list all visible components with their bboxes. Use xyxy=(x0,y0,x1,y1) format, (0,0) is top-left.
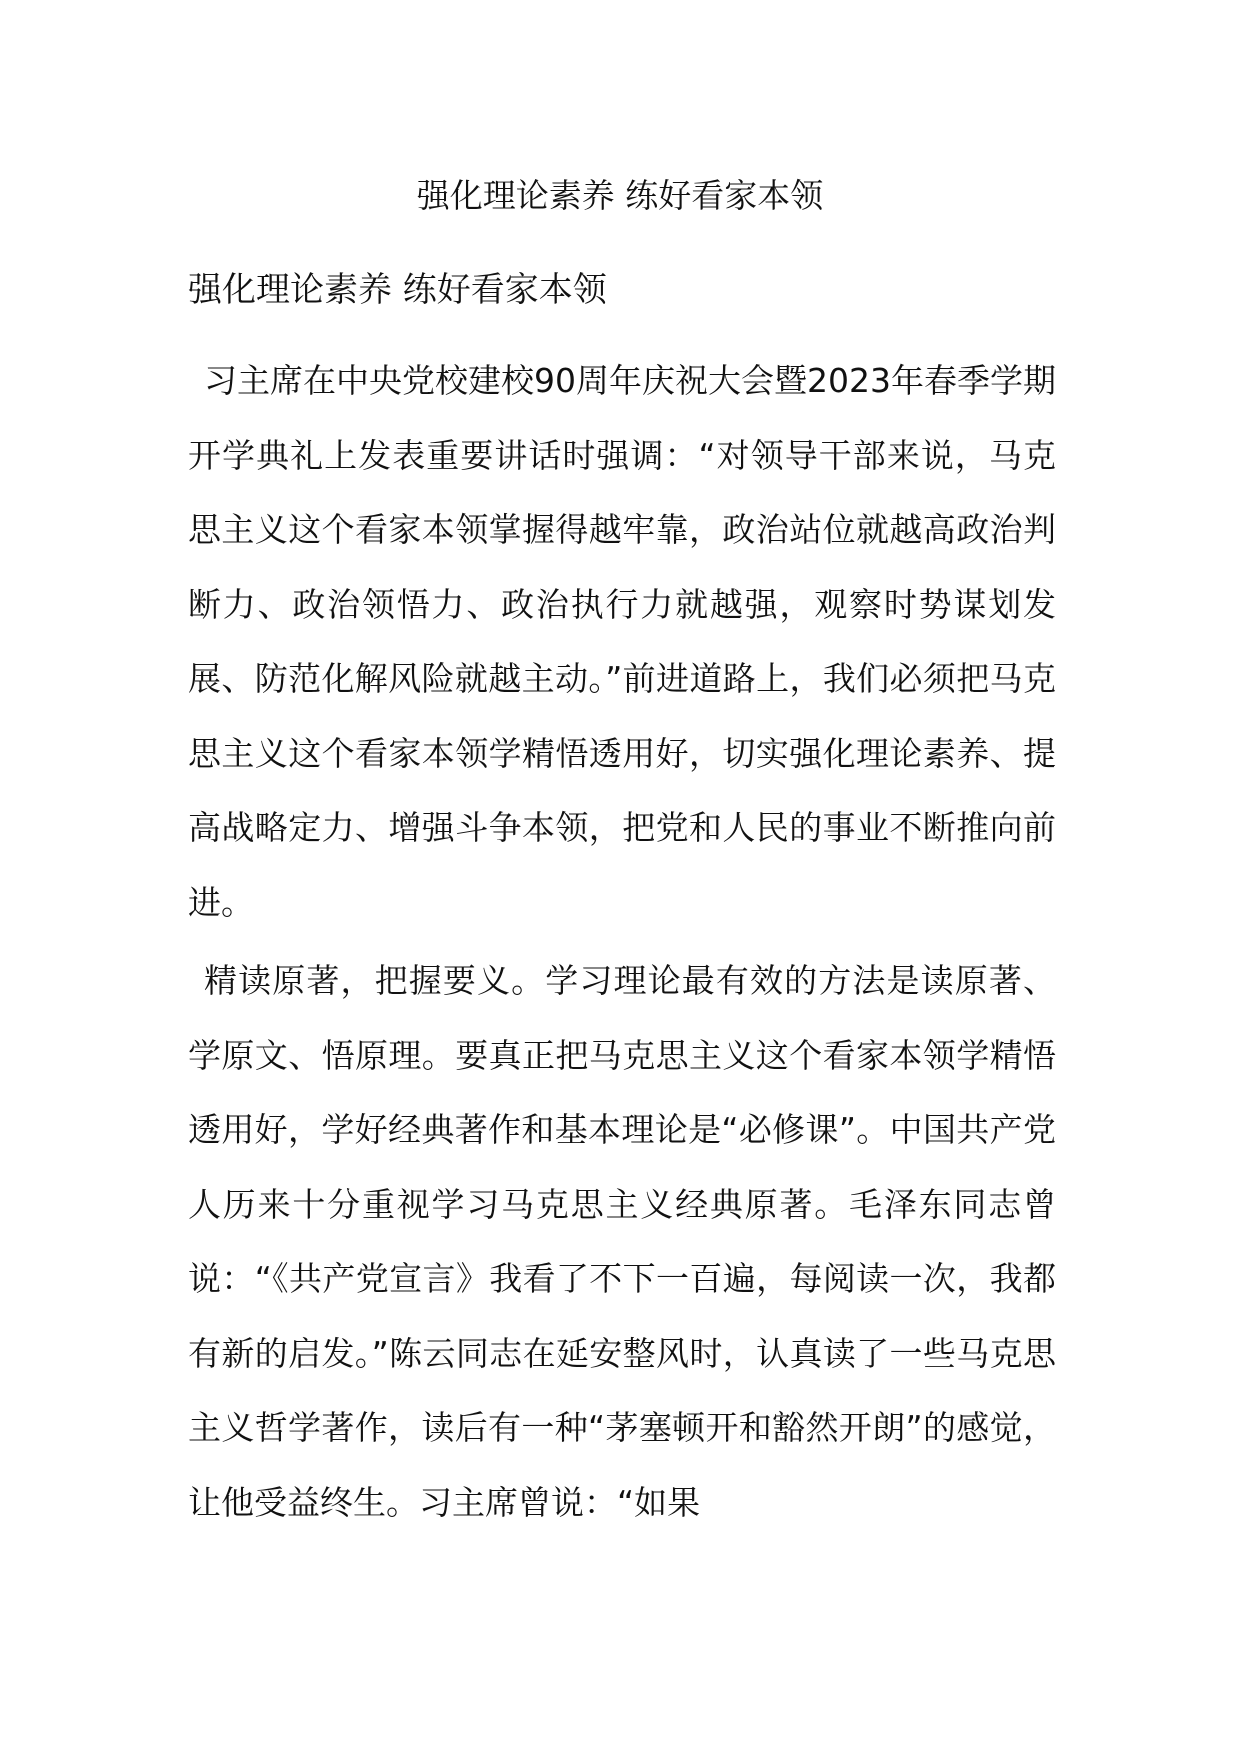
body-paragraph-2: 精读原著，把握要义。学习理论最有效的方法是读原著、学原文、悟原理。要真正把马克思主义这个看家本领学精悟透用好，学好经典著作和基本理论是“必修课”。中国共产党人历来十分重视学习马克思主义经典原著。毛泽东同志曾说：“《共产党宣言》我看了不下一百遍，每阅读一次，我都有新的启发。”陈云同志在延安整风时，认真读了一些马克思主义哲学著作，读后有一种“茅塞顿开和豁然开朗”的感觉，让他受益终生。习主席曾说：“如果 xyxy=(188,961,1056,1522)
body-paragraph-1: 习主席在中央党校建校90周年庆祝大会暨2023年春季学期开学典礼上发表重要讲话时强调：“对领导干部来说，马克思主义这个看家本领掌握得越牢靠，政治站位就越高政治判断力、政治领悟力、政治执行力就越强，观察时势谋划发展、防范化解风险就越主动。”前进道路上，我们必须把马克思主义这个看家本领学精悟透用好，切实强化理论素养、提高战略定力、增强斗争本领，把党和人民的事业不断推向前进。 xyxy=(188,361,1056,922)
document-title: 强化理论素养 练好看家本领 xyxy=(416,176,824,215)
document-subtitle: 强化理论素养 练好看家本领 xyxy=(188,270,607,310)
